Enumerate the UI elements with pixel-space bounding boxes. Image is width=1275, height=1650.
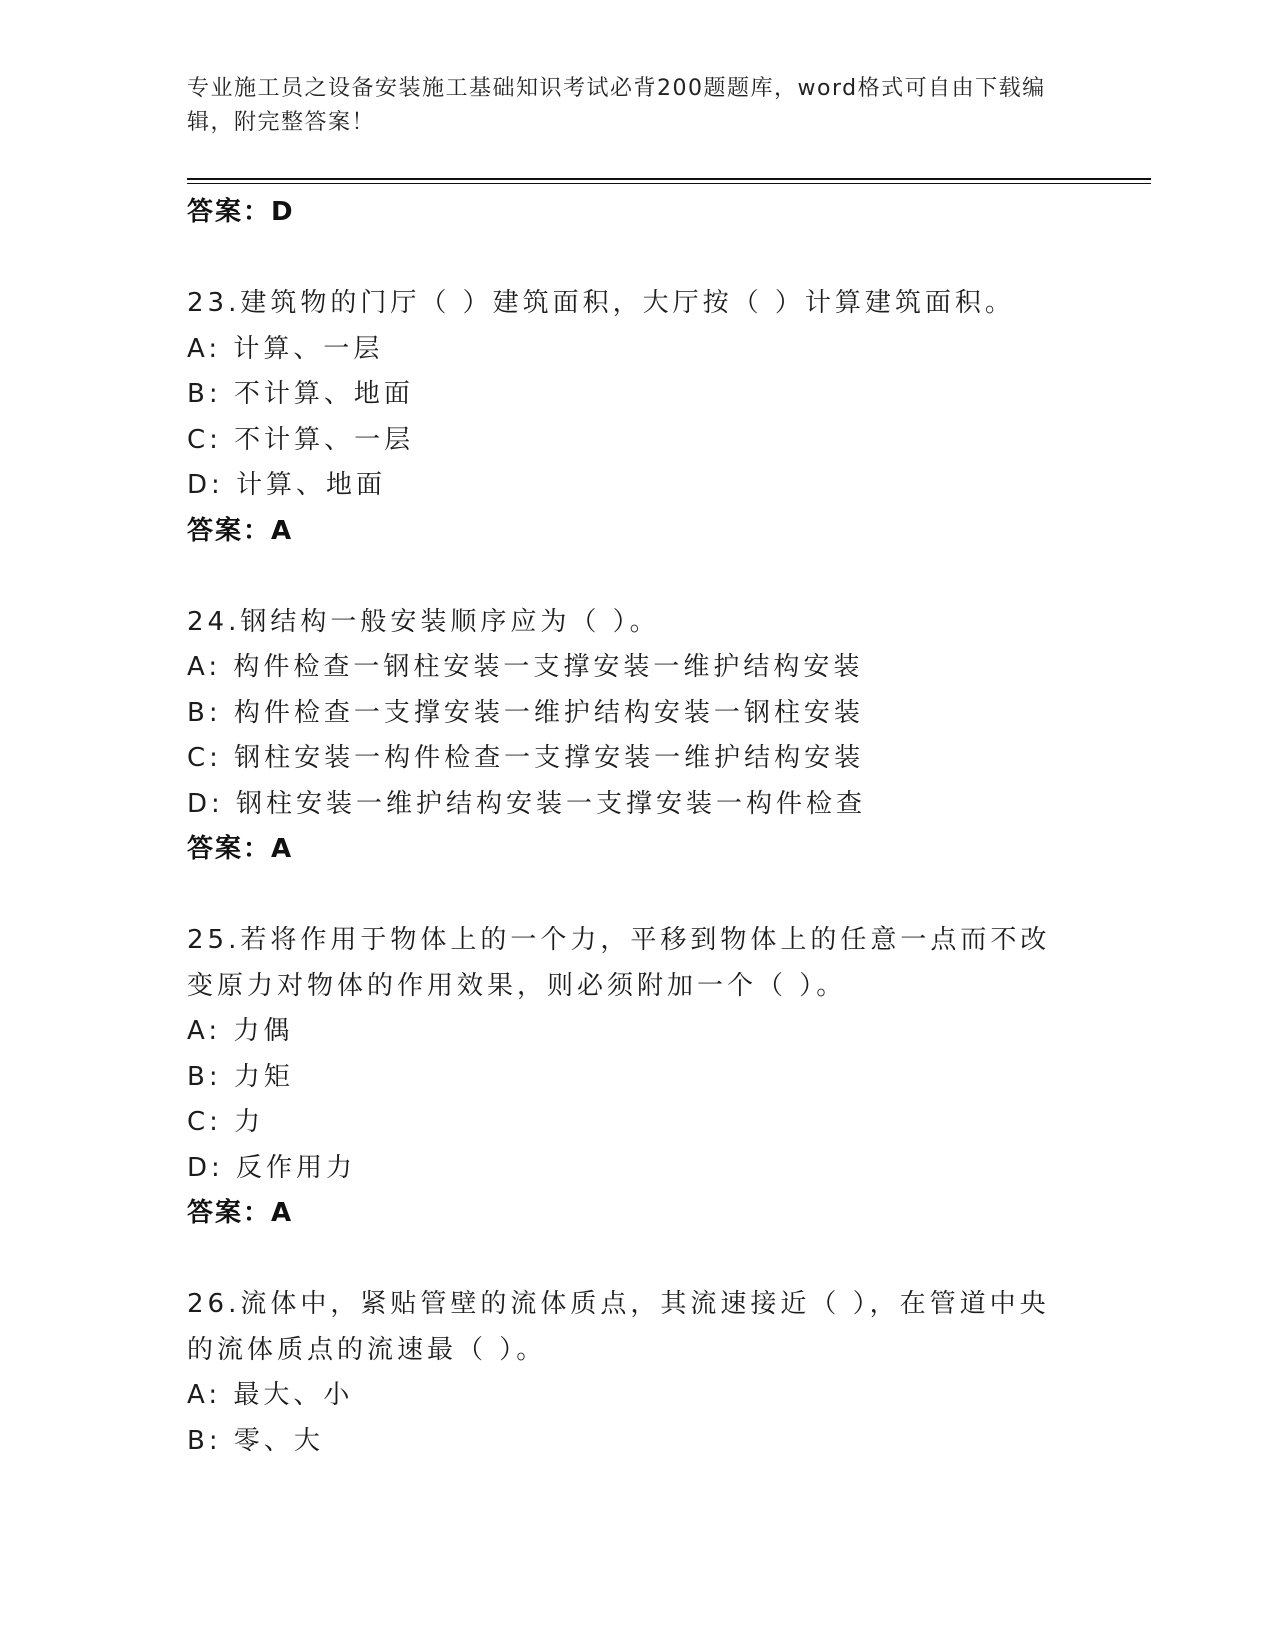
option-a: A: 计算、一层 bbox=[187, 333, 384, 364]
answer-line: 答案：A bbox=[187, 1198, 294, 1228]
option-a: A: 最大、小 bbox=[187, 1380, 354, 1410]
option-d: D: 钢柱安装一维护结构安装一支撑安装一构件检查 bbox=[187, 788, 867, 819]
question-block bbox=[187, 600, 1087, 873]
spacer bbox=[187, 554, 1087, 600]
option-b: B: 不计算、地面 bbox=[187, 379, 414, 409]
option-b: B: 构件检查一支撑安装一维护结构安装一钢柱安装 bbox=[187, 697, 864, 728]
option-b: B: 零、大 bbox=[187, 1425, 324, 1456]
option-a: A: 力偶 bbox=[187, 1016, 294, 1046]
option-c: C: 不计算、一层 bbox=[187, 424, 415, 455]
question-text: 24.钢结构一般安装顺序应为（ ）。 bbox=[187, 606, 660, 637]
spacer bbox=[187, 236, 1087, 282]
spacer bbox=[187, 1237, 1087, 1283]
question-block bbox=[187, 1282, 1087, 1464]
option-a: A: 构件检查一钢柱安装一支撑安装一维护结构安装 bbox=[187, 652, 864, 682]
option-b: B: 力矩 bbox=[187, 1061, 294, 1092]
option-d: D: 计算、地面 bbox=[187, 470, 387, 500]
header-divider-thin bbox=[187, 183, 1151, 184]
question-text: 26.流体中，紧贴管壁的流体质点，其流速接近（ ），在管道中央的流体质点的流速最（ ）。 bbox=[187, 1289, 1050, 1365]
option-d: D: 反作用力 bbox=[187, 1152, 357, 1183]
option-c: C: 钢柱安装一构件检查一支撑安装一维护结构安装 bbox=[187, 743, 865, 773]
question-block bbox=[187, 281, 1087, 554]
question-text: 23.建筑物的门厅（ ）建筑面积，大厅按（ ）计算建筑面积。 bbox=[187, 288, 1015, 318]
question-content bbox=[187, 190, 1087, 1464]
answer-line: 答案：A bbox=[187, 834, 294, 864]
question-text: 25.若将作用于物体上的一个力，平移到物体上的任意一点而不改变原力对物体的作用效果，则必须附加一个（ ）。 bbox=[187, 925, 1051, 1001]
answer-line: 答案：D bbox=[187, 197, 295, 227]
page-header: 专业施工员之设备安装施工基础知识考试必背200题题库，word格式可自由下载编辑，附完整答案！ bbox=[187, 76, 1046, 135]
answer-line: 答案：A bbox=[187, 515, 294, 546]
spacer bbox=[187, 873, 1087, 919]
header-divider bbox=[187, 178, 1151, 180]
question-block bbox=[187, 918, 1087, 1237]
option-c: C: 力 bbox=[187, 1107, 265, 1137]
